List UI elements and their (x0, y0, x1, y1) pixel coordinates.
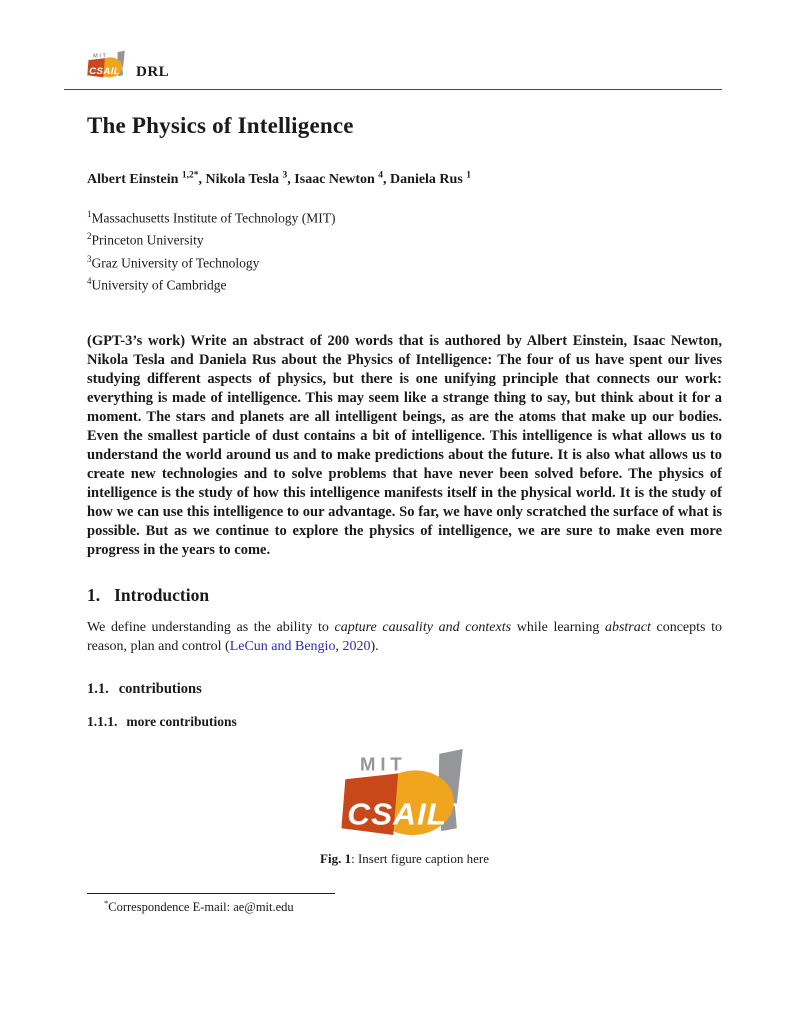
author: Albert Einstein $^{1,2*}$, (87, 170, 206, 187)
mit-csail-logo-figure (340, 753, 470, 841)
affiliation-item: $^4$University of Cambridge (87, 276, 227, 293)
author: Nikola Tesla $^3$, (205, 170, 295, 187)
author: Isaac Newton $^4$, (294, 170, 391, 187)
lab-name: DRL (136, 64, 170, 80)
affiliation-item: $^2$Princeton University (87, 231, 204, 248)
author: Daniela Rus $^1$ (390, 170, 472, 187)
logo-csail-text: CSAIL (89, 65, 121, 76)
citation-link-year[interactable]: 2020 (342, 639, 371, 655)
affiliation-list (87, 205, 722, 295)
author-affil-sup: 4 (378, 170, 384, 180)
abstract-paragraph: (GPT-3’s work) Write an abstract of 200 words that is authored by Albert Einstein, Isaac Newton, Nikola Tesla and Daniela Rus about the Physics of Intelligence: The four of us have spent our lives studying different aspects of physics, but there is one unifying principle that connects our work: everything is made of intelligence. This may seem like a strange thing to say, but think about it for a moment. The stars and planets are all intelligent beings, as are the atoms that make up our bodies. Even the smallest particle of dust contains a bit of intelligence. This intelligence is what allows us to understand the world around us and to make predictions about the future. It is also what allows us to create new technologies and to solve problems that have never been solved before. The physics of intelligence is the study of how this intelligence manifests itself in the physical world. It is the study of how we can use this intelligence to our advantage. So far, we have only scratched the surface of what is possible. But as we continue to explore the physics of intelligence, we are sure to make even more progress in the years to come. (87, 332, 722, 558)
subsubsection-label: more contributions (126, 713, 237, 729)
subsection-label: contributions (118, 680, 202, 697)
mit-csail-logo-icon (87, 50, 127, 78)
header-brand (87, 0, 722, 83)
affiliation-item: $^1$Massachusetts Institute of Technology (MIT) (87, 208, 336, 226)
correspondence-footnote: *Correspondence E-mail: ae@mit.edu (104, 897, 294, 914)
figure-1 (87, 747, 722, 867)
mit-csail-logo-icon (340, 747, 470, 837)
logo-mit-text: MIT (359, 753, 407, 775)
figure-caption-text: : Insert figure caption here (351, 850, 489, 866)
citation-link-authors[interactable]: LeCun and Bengio (229, 639, 336, 655)
mit-csail-logo-small (87, 50, 127, 83)
footnote-rule (87, 893, 335, 894)
subsubsection-number: 1.1.1. (87, 713, 118, 729)
section-label: Introduction (114, 584, 210, 605)
logo-csail-text: CSAIL (346, 797, 447, 831)
figure-caption (87, 851, 722, 867)
section-number: 1. (87, 584, 101, 605)
header-rule (64, 89, 722, 90)
italic-phrase: capture causality and contexts (334, 619, 512, 635)
author-affil-sup: 1 (466, 170, 472, 180)
footnote-block (87, 893, 722, 915)
subsubsection-heading-more-contributions (87, 714, 722, 730)
italic-phrase: abstract (604, 619, 651, 635)
page-title: The Physics of Intelligence (87, 113, 354, 138)
logo-mit-text: MIT (93, 53, 108, 60)
section-heading-introduction (87, 585, 722, 606)
author-affil-sup: 3 (282, 170, 288, 180)
figure-caption-label: Fig. 1 (320, 850, 352, 866)
introduction-paragraph: We define understanding as the ability to capture causality and contexts while learning abstract concepts to reason, plan and control (LeCun and Bengio, 2020). (87, 619, 723, 655)
author-affil-sup: 1,2* (181, 170, 199, 180)
footnote-marker: * (104, 897, 109, 908)
subsection-heading-contributions (87, 681, 722, 698)
affiliation-item: $^3$Graz University of Technology (87, 253, 260, 271)
subsection-number: 1.1. (87, 680, 109, 697)
author-line (87, 170, 722, 188)
